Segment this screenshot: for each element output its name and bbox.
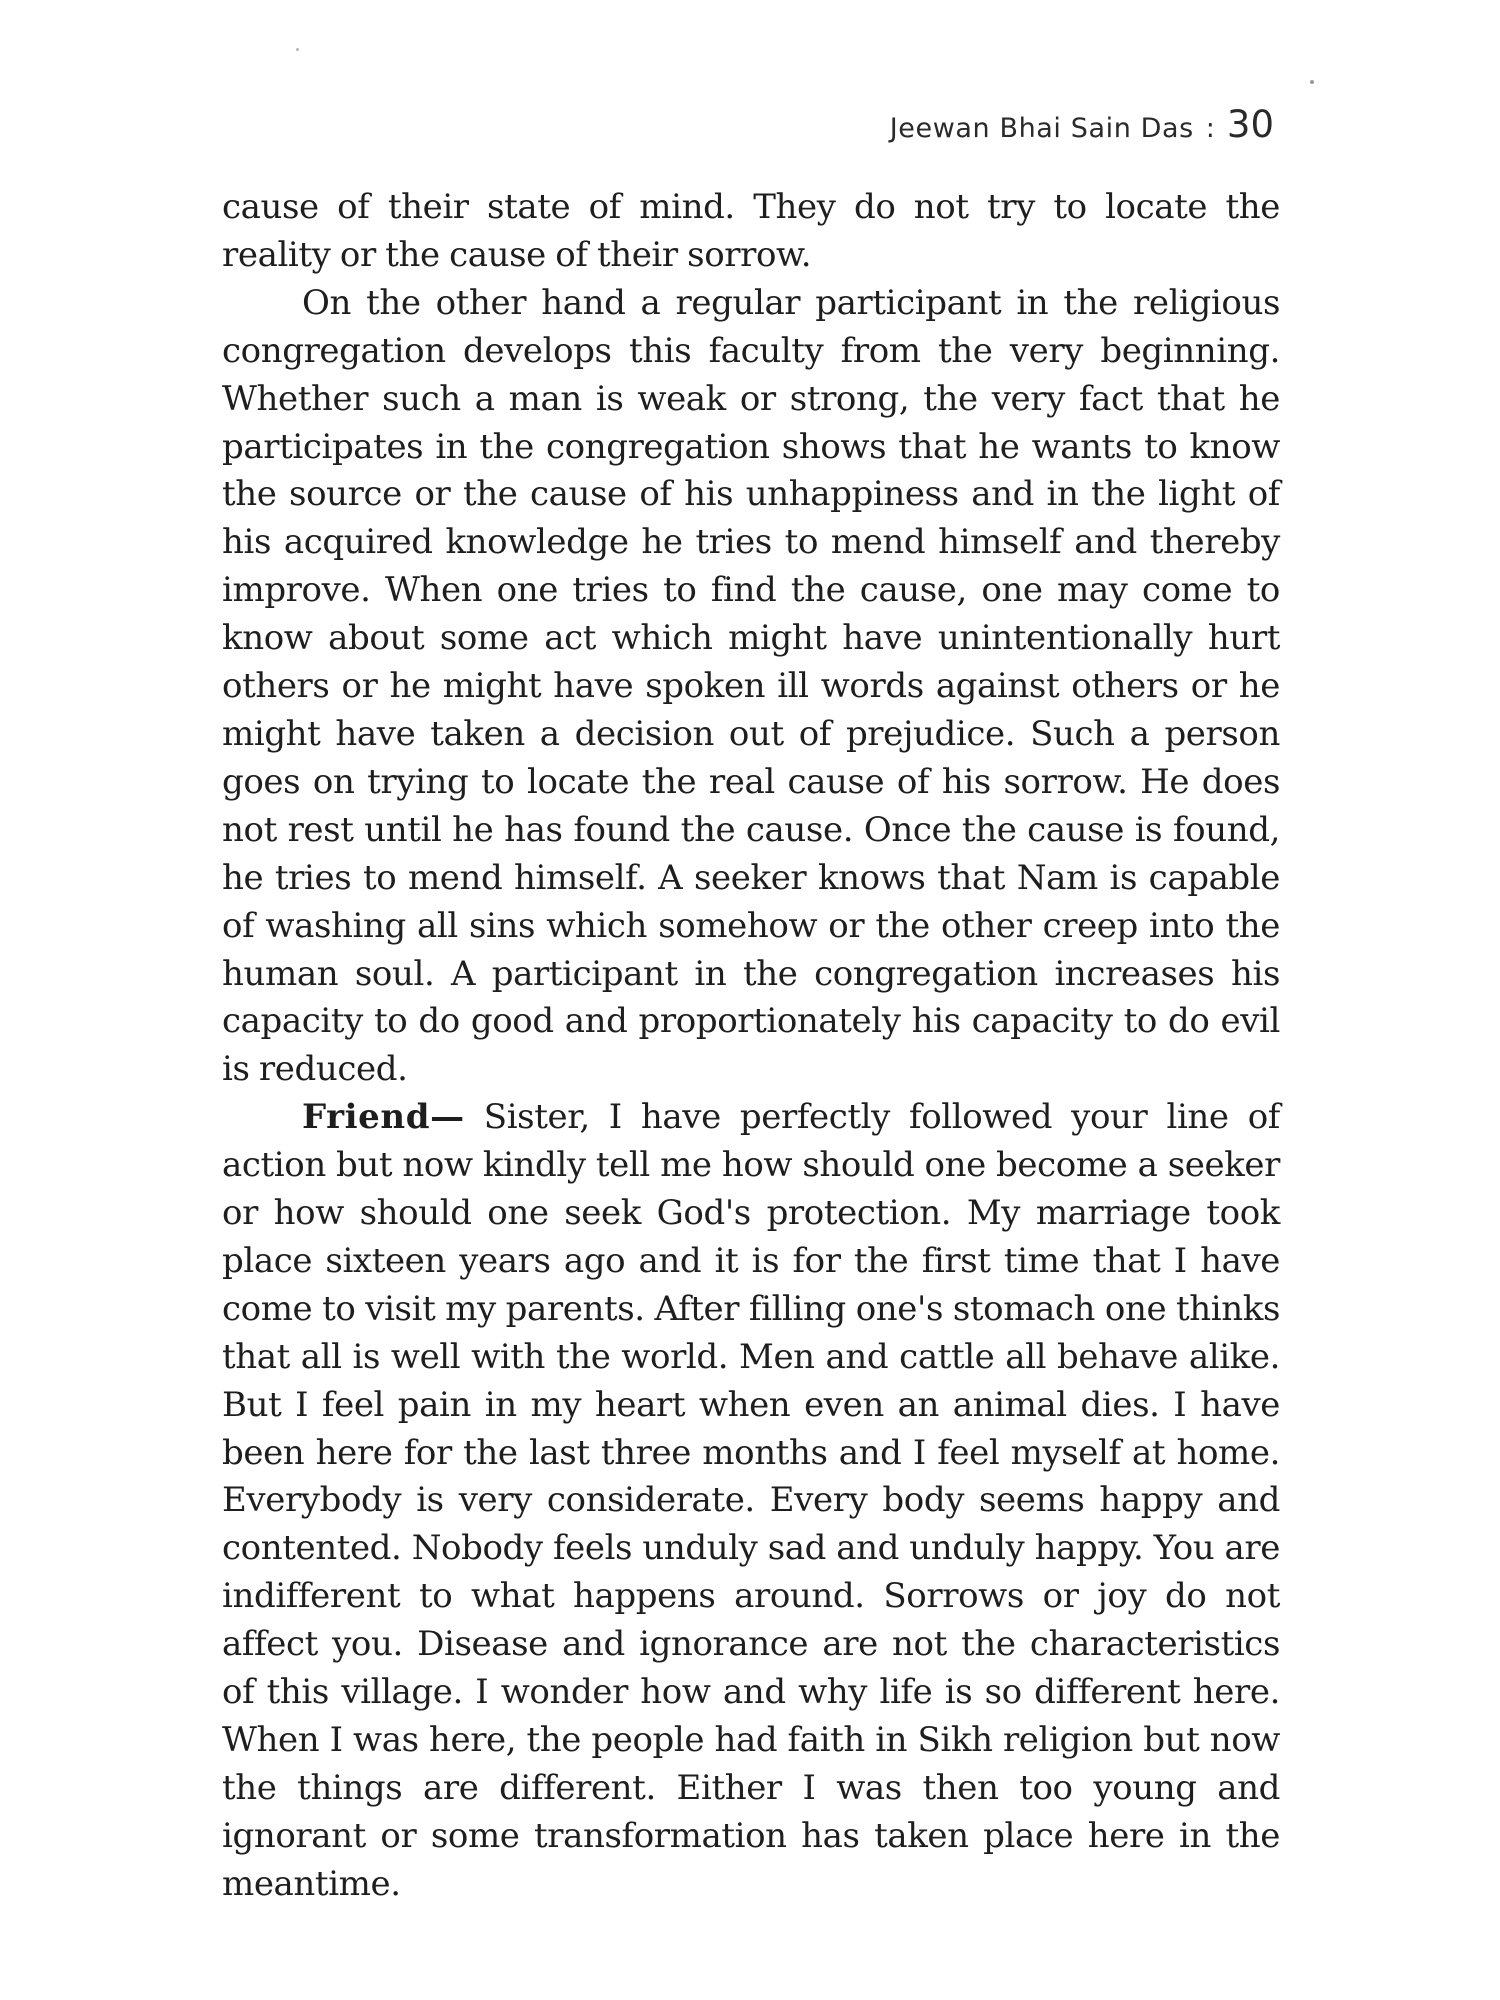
running-title: Jeewan Bhai Sain Das: [889, 113, 1194, 144]
speaker-label: Friend—: [302, 1097, 465, 1138]
dialogue-text: Sister, I have perfectly followed your line of action but now kindly tell me how should one become a seeker or how should one seek God's protection. My marriage took place sixteen years ago and it is for the first time that I have come to visit my parents. After filling one's stomach one thinks that all is well with the world. Men and cattle all behave alike. But I feel pain in my heart when even an animal dies. I have been here for the last three months and I feel myself at home. Everybody is very considerate. Every body seems happy and contented. Nobody feels unduly sad and unduly happy. You are indifferent to what happens around. Sorrows or joy do not affect you. Disease and ignorance are not the characteristics of this village. I wonder how and why life is so different here. When I was here, the people had faith in Sikh religion but now the things are different. Either I was then too young and ignorant or some transformation has taken place here in the meantime.: [222, 1097, 1280, 1904]
paragraph-continued: cause of their state of mind. They do not try to locate the reality or the cause of their sorrow.: [222, 187, 1280, 275]
header-separator: :: [1205, 113, 1215, 144]
dialogue-paragraph: [222, 1094, 1280, 1908]
page-number: 30: [1226, 103, 1274, 146]
body-text: [222, 184, 1280, 1909]
paragraph: On the other hand a regular participant in the religious congregation develops this faculty from the very beginning. Whether such a man is weak or strong, the very fact that he participates in the congregation shows that he wants to know the source or the cause of his unhappiness and in the light of his acquired knowledge he tries to mend himself and thereby improve. When one tries to find the cause, one may come to know about some act which might have unintentionally hurt others or he might have spoken ill words against others or he might have taken a decision out of prejudice. Such a person goes on trying to locate the real cause of his sorrow. He does not rest until he has found the cause. Once the cause is found, he tries to mend himself. A seeker knows that Nam is capable of washing all sins which somehow or the other creep into the human soul. A participant in the congregation increases his capacity to do good and proportionately his capacity to do evil is reduced.: [222, 282, 1280, 1090]
running-header: [890, 103, 1274, 146]
paper-speck: [296, 48, 299, 51]
paper-speck: [1310, 80, 1314, 84]
